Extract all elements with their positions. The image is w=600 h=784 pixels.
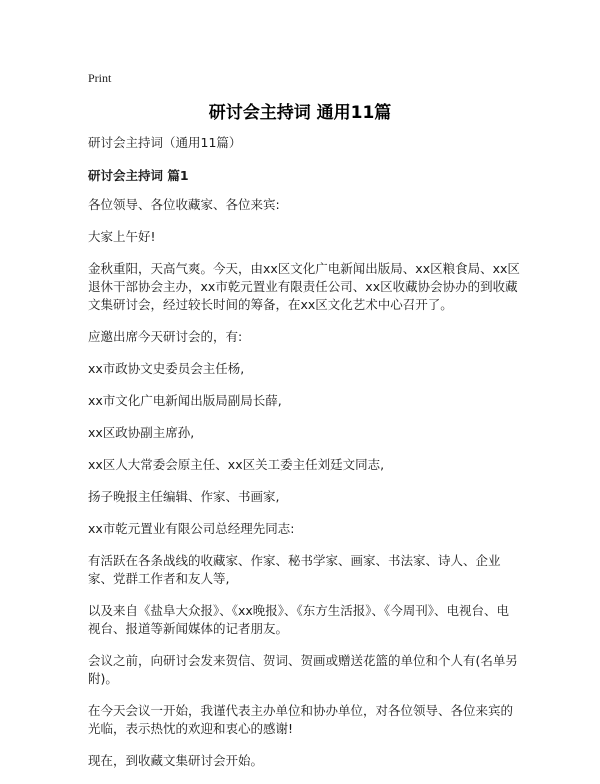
document-subtitle: 研讨会主持词（通用11篇） <box>88 135 242 150</box>
print-link[interactable]: Print <box>88 71 112 85</box>
paragraph: 在今天会议一开始，我谨代表主办单位和协办单位，对各位领导、各位来宾的光临，表示热忱的欢迎和衷心的感谢! <box>88 703 514 736</box>
document-body <box>88 134 520 784</box>
paragraph: 应邀出席今天研讨会的，有: <box>88 329 243 344</box>
paragraph: xx市文化广电新闻出版局副局长薛, <box>88 393 282 408</box>
paragraph: xx区人大常委会原主任、xx区关工委主任刘廷文同志, <box>88 457 385 472</box>
paragraph: 金秋重阳，天高气爽。今天，由xx区文化广电新闻出版局、xx区粮食局、xx区退休干部协会主办，xx市乾元置业有限责任公司、xx区收藏协会协办的到收藏文集研讨会，经过较长时间的筹备，在xx区文化艺术中心召开了。 <box>88 261 520 312</box>
paragraph: 大家上午好! <box>88 229 156 244</box>
paragraph: 各位领导、各位收藏家、各位来宾: <box>88 197 280 212</box>
document-title: 研讨会主持词 通用11篇 <box>208 103 392 123</box>
paragraph: 有活跃在各条战线的收藏家、作家、秘书学家、画家、书法家、诗人、企业家、党群工作者和友人等, <box>88 553 501 586</box>
paragraph: xx市政协文史委员会主任杨, <box>88 361 245 376</box>
paragraph: 会议之前，向研讨会发来贺信、贺词、贺画或赠送花篮的单位和个人有(名单另附)。 <box>88 653 518 686</box>
paragraph: 以及来自《盐阜大众报》、《xx晚报》、《东方生活报》、《今周刊》、电视台、电视台、报道等新闻媒体的记者朋友。 <box>88 603 510 636</box>
paragraph: 扬子晚报主任编辑、作家、书画家, <box>88 489 280 504</box>
paragraph: 现在，到收藏文集研讨会开始。 <box>88 753 264 768</box>
paragraph: xx区政协副主席孙, <box>88 425 195 440</box>
paragraph: xx市乾元置业有限公司总经理先同志: <box>88 521 295 536</box>
section-heading: 研讨会主持词 篇1 <box>88 168 189 183</box>
